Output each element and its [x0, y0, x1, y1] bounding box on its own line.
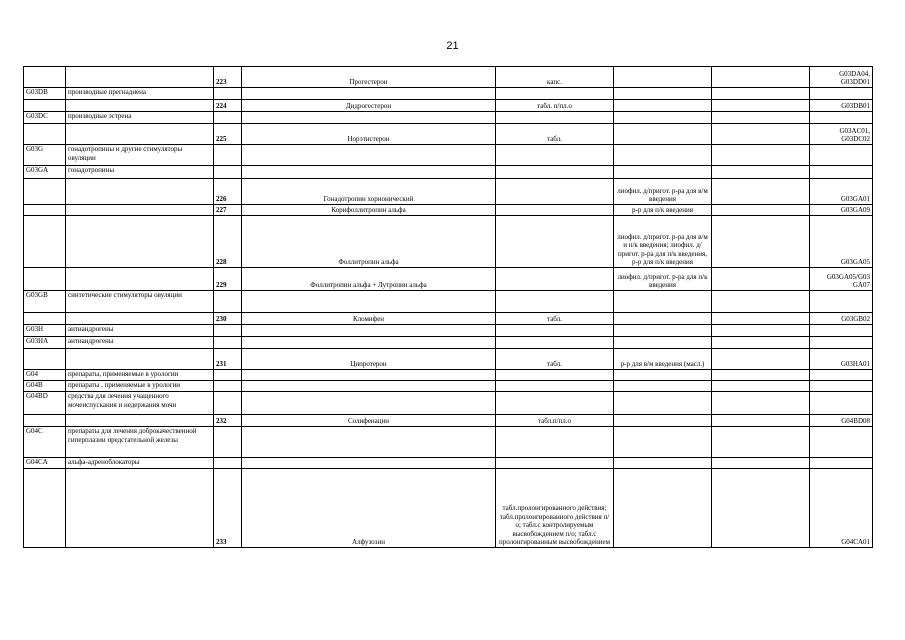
- atc-group-code: [24, 469, 66, 548]
- extra-cell: [712, 112, 810, 124]
- atc-code: G03AC01, G03DC02: [810, 124, 873, 145]
- atc-code: [810, 325, 873, 337]
- atc-group-description: [66, 268, 214, 291]
- atc-group-description: средства для лечения учащенного мочеиспускания и недержания мочи: [66, 392, 214, 415]
- table-row: [24, 216, 873, 268]
- drug-name: Фоллитропин альфа + Лутропин альфа: [242, 268, 496, 291]
- item-number: [214, 381, 242, 392]
- dosage-form-alt: лиофил. д/пригот. р-ра для в/м введения: [614, 179, 712, 205]
- atc-group-code: G03DC: [24, 112, 66, 124]
- extra-cell: [712, 381, 810, 392]
- dosage-form: [496, 112, 614, 124]
- table-row: [24, 179, 873, 205]
- item-number: [214, 337, 242, 349]
- atc-code: G03GA09: [810, 205, 873, 216]
- atc-code: [810, 88, 873, 100]
- atc-group-description: препараты , применяемые в урологии: [66, 381, 214, 392]
- atc-group-code: [24, 67, 66, 88]
- drug-name: Корифоллитропин альфа: [242, 205, 496, 216]
- dosage-form: [496, 458, 614, 469]
- drug-name: Алфузозин: [242, 469, 496, 548]
- drug-name: [242, 145, 496, 166]
- dosage-form-alt: [614, 427, 712, 458]
- drug-name: [242, 392, 496, 415]
- atc-code: [810, 112, 873, 124]
- atc-group-description: препараты, применяемые в урологии: [66, 370, 214, 381]
- drug-name: [242, 427, 496, 458]
- dosage-form-alt: [614, 291, 712, 313]
- atc-code: G03DA04, G03DD01: [810, 67, 873, 88]
- table-row: [24, 291, 873, 313]
- dosage-form-alt: [614, 67, 712, 88]
- dosage-form-alt: [614, 370, 712, 381]
- drug-name: Фоллитропин альфа: [242, 216, 496, 268]
- table-row: [24, 325, 873, 337]
- drug-name: Норэтистерон: [242, 124, 496, 145]
- dosage-form: [496, 291, 614, 313]
- atc-group-description: [66, 205, 214, 216]
- extra-cell: [712, 349, 810, 370]
- dosage-form-alt: [614, 415, 712, 427]
- item-number: [214, 112, 242, 124]
- atc-group-description: препараты для лечения доброкачественной гиперплазии предстательной железы: [66, 427, 214, 458]
- dosage-form-alt: [614, 381, 712, 392]
- table-row: [24, 427, 873, 458]
- dosage-form-alt: [614, 112, 712, 124]
- atc-group-description: производные эстрена: [66, 112, 214, 124]
- dosage-form-alt: [614, 166, 712, 179]
- drug-name: [242, 381, 496, 392]
- item-number: 232: [214, 415, 242, 427]
- atc-code: G03DB01: [810, 100, 873, 112]
- extra-cell: [712, 268, 810, 291]
- drug-name: [242, 88, 496, 100]
- atc-code: G03GA01: [810, 179, 873, 205]
- atc-code: G03GA05/G03 GA07: [810, 268, 873, 291]
- atc-group-description: гонадотропины: [66, 166, 214, 179]
- item-number: [214, 166, 242, 179]
- atc-group-description: [66, 100, 214, 112]
- item-number: 223: [214, 67, 242, 88]
- item-number: 231: [214, 349, 242, 370]
- extra-cell: [712, 67, 810, 88]
- drug-name: Солифенацин: [242, 415, 496, 427]
- drug-name: [242, 458, 496, 469]
- atc-group-code: [24, 124, 66, 145]
- extra-cell: [712, 124, 810, 145]
- item-number: [214, 392, 242, 415]
- drug-name: Гонадотропин хорионический: [242, 179, 496, 205]
- item-number: [214, 370, 242, 381]
- item-number: 230: [214, 313, 242, 325]
- dosage-form: табл. п/пл.о: [496, 100, 614, 112]
- dosage-form: табл.: [496, 313, 614, 325]
- page-number: 21: [446, 40, 459, 52]
- table-row: [24, 124, 873, 145]
- extra-cell: [712, 88, 810, 100]
- atc-code: [810, 381, 873, 392]
- dosage-form: [496, 216, 614, 268]
- dosage-form: [496, 381, 614, 392]
- atc-group-description: [66, 67, 214, 88]
- atc-group-description: альфа-адреноблокаторы: [66, 458, 214, 469]
- atc-group-code: G04B: [24, 381, 66, 392]
- atc-code: G04CA01: [810, 469, 873, 548]
- dosage-form: табл.п/пл.о: [496, 415, 614, 427]
- extra-cell: [712, 216, 810, 268]
- item-number: [214, 291, 242, 313]
- dosage-form-alt: [614, 458, 712, 469]
- atc-code: [810, 337, 873, 349]
- drug-name: Дидрогестерон: [242, 100, 496, 112]
- item-number: [214, 458, 242, 469]
- atc-group-description: [66, 216, 214, 268]
- extra-cell: [712, 313, 810, 325]
- drug-name: [242, 337, 496, 349]
- atc-group-code: G03GA: [24, 166, 66, 179]
- drug-name: [242, 370, 496, 381]
- atc-group-description: [66, 415, 214, 427]
- item-number: [214, 427, 242, 458]
- atc-group-code: G04CA: [24, 458, 66, 469]
- dosage-form-alt: [614, 124, 712, 145]
- dosage-form: табл.: [496, 349, 614, 370]
- table-row: [24, 166, 873, 179]
- item-number: [214, 145, 242, 166]
- atc-group-code: [24, 415, 66, 427]
- drug-table: [23, 66, 873, 548]
- atc-code: G03GA05: [810, 216, 873, 268]
- atc-group-description: антиандрогены: [66, 325, 214, 337]
- item-number: 224: [214, 100, 242, 112]
- dosage-form-alt: лиофил. д/пригот. р-ра для в/м и п/к введения; лиофил. д/пригот. р-ра для п/к введения, р-р для п/к введения: [614, 216, 712, 268]
- atc-group-code: G03HA: [24, 337, 66, 349]
- dosage-form: [496, 166, 614, 179]
- dosage-form: [496, 427, 614, 458]
- atc-group-code: [24, 349, 66, 370]
- atc-code: [810, 145, 873, 166]
- atc-group-description: производные прегнадиена: [66, 88, 214, 100]
- atc-group-description: [66, 313, 214, 325]
- extra-cell: [712, 291, 810, 313]
- dosage-form-alt: [614, 88, 712, 100]
- dosage-form: [496, 88, 614, 100]
- drug-name: [242, 112, 496, 124]
- item-number: 228: [214, 216, 242, 268]
- extra-cell: [712, 100, 810, 112]
- atc-group-code: [24, 205, 66, 216]
- table-row: [24, 415, 873, 427]
- atc-group-code: G03GB: [24, 291, 66, 313]
- drug-name: [242, 166, 496, 179]
- table-row: [24, 88, 873, 100]
- extra-cell: [712, 469, 810, 548]
- drug-name: [242, 325, 496, 337]
- item-number: 229: [214, 268, 242, 291]
- dosage-form: [496, 268, 614, 291]
- atc-group-description: антиандрогены: [66, 337, 214, 349]
- dosage-form-alt: лиофил. д/пригот. р-ра для п/к введения: [614, 268, 712, 291]
- dosage-form: табл.пролонгированного действия; табл.пролонгированного действия п/о; табл.с контролируемым высвобождением п/о; табл.с пролонгированным высвобождением: [496, 469, 614, 548]
- dosage-form: [496, 337, 614, 349]
- extra-cell: [712, 166, 810, 179]
- atc-group-code: G03DB: [24, 88, 66, 100]
- atc-code: [810, 458, 873, 469]
- dosage-form-alt: [614, 469, 712, 548]
- table-row: [24, 458, 873, 469]
- table-row: [24, 370, 873, 381]
- item-number: [214, 325, 242, 337]
- dosage-form-alt: [614, 145, 712, 166]
- table-row: [24, 67, 873, 88]
- dosage-form-alt: [614, 325, 712, 337]
- table-row: [24, 313, 873, 325]
- atc-group-description: гонадотропины и другие стимуляторы овуляции: [66, 145, 214, 166]
- drug-name: Ципротерон: [242, 349, 496, 370]
- dosage-form: [496, 145, 614, 166]
- table-row: [24, 100, 873, 112]
- atc-group-code: G03G: [24, 145, 66, 166]
- dosage-form: [496, 205, 614, 216]
- atc-group-code: G03H: [24, 325, 66, 337]
- atc-group-code: [24, 313, 66, 325]
- dosage-form: [496, 179, 614, 205]
- atc-group-description: [66, 469, 214, 548]
- extra-cell: [712, 392, 810, 415]
- item-number: 227: [214, 205, 242, 216]
- atc-code: G03HA01: [810, 349, 873, 370]
- atc-code: [810, 370, 873, 381]
- extra-cell: [712, 427, 810, 458]
- table-row: [24, 205, 873, 216]
- dosage-form: [496, 370, 614, 381]
- extra-cell: [712, 179, 810, 205]
- drug-name: Прогестерон: [242, 67, 496, 88]
- atc-group-code: G04BD: [24, 392, 66, 415]
- extra-cell: [712, 337, 810, 349]
- atc-code: [810, 392, 873, 415]
- atc-code: [810, 291, 873, 313]
- atc-code: G04BD08: [810, 415, 873, 427]
- extra-cell: [712, 370, 810, 381]
- drug-name: [242, 291, 496, 313]
- item-number: 225: [214, 124, 242, 145]
- extra-cell: [712, 415, 810, 427]
- table-row: [24, 469, 873, 548]
- extra-cell: [712, 458, 810, 469]
- table-row: [24, 112, 873, 124]
- item-number: 233: [214, 469, 242, 548]
- extra-cell: [712, 205, 810, 216]
- dosage-form: [496, 392, 614, 415]
- atc-group-code: [24, 216, 66, 268]
- atc-group-description: [66, 124, 214, 145]
- dosage-form-alt: [614, 100, 712, 112]
- item-number: [214, 88, 242, 100]
- table-row: [24, 392, 873, 415]
- dosage-form-alt: [614, 313, 712, 325]
- atc-code: G03GB02: [810, 313, 873, 325]
- table-row: [24, 145, 873, 166]
- atc-group-description: [66, 349, 214, 370]
- dosage-form: капс.: [496, 67, 614, 88]
- atc-group-description: [66, 179, 214, 205]
- atc-group-code: [24, 179, 66, 205]
- atc-group-code: [24, 268, 66, 291]
- dosage-form-alt: р-р для в/м введения (масл.): [614, 349, 712, 370]
- drug-name: Кломифен: [242, 313, 496, 325]
- atc-group-code: [24, 100, 66, 112]
- atc-group-description: синтетические стимуляторы овуляции: [66, 291, 214, 313]
- dosage-form-alt: [614, 392, 712, 415]
- item-number: 226: [214, 179, 242, 205]
- extra-cell: [712, 325, 810, 337]
- table-row: [24, 381, 873, 392]
- atc-group-code: G04: [24, 370, 66, 381]
- atc-code: [810, 166, 873, 179]
- dosage-form-alt: р-р для п/к введения: [614, 205, 712, 216]
- atc-code: [810, 427, 873, 458]
- table-row: [24, 268, 873, 291]
- atc-group-code: G04C: [24, 427, 66, 458]
- extra-cell: [712, 145, 810, 166]
- dosage-form-alt: [614, 337, 712, 349]
- table-row: [24, 337, 873, 349]
- table-row: [24, 349, 873, 370]
- dosage-form: [496, 325, 614, 337]
- dosage-form: табл.: [496, 124, 614, 145]
